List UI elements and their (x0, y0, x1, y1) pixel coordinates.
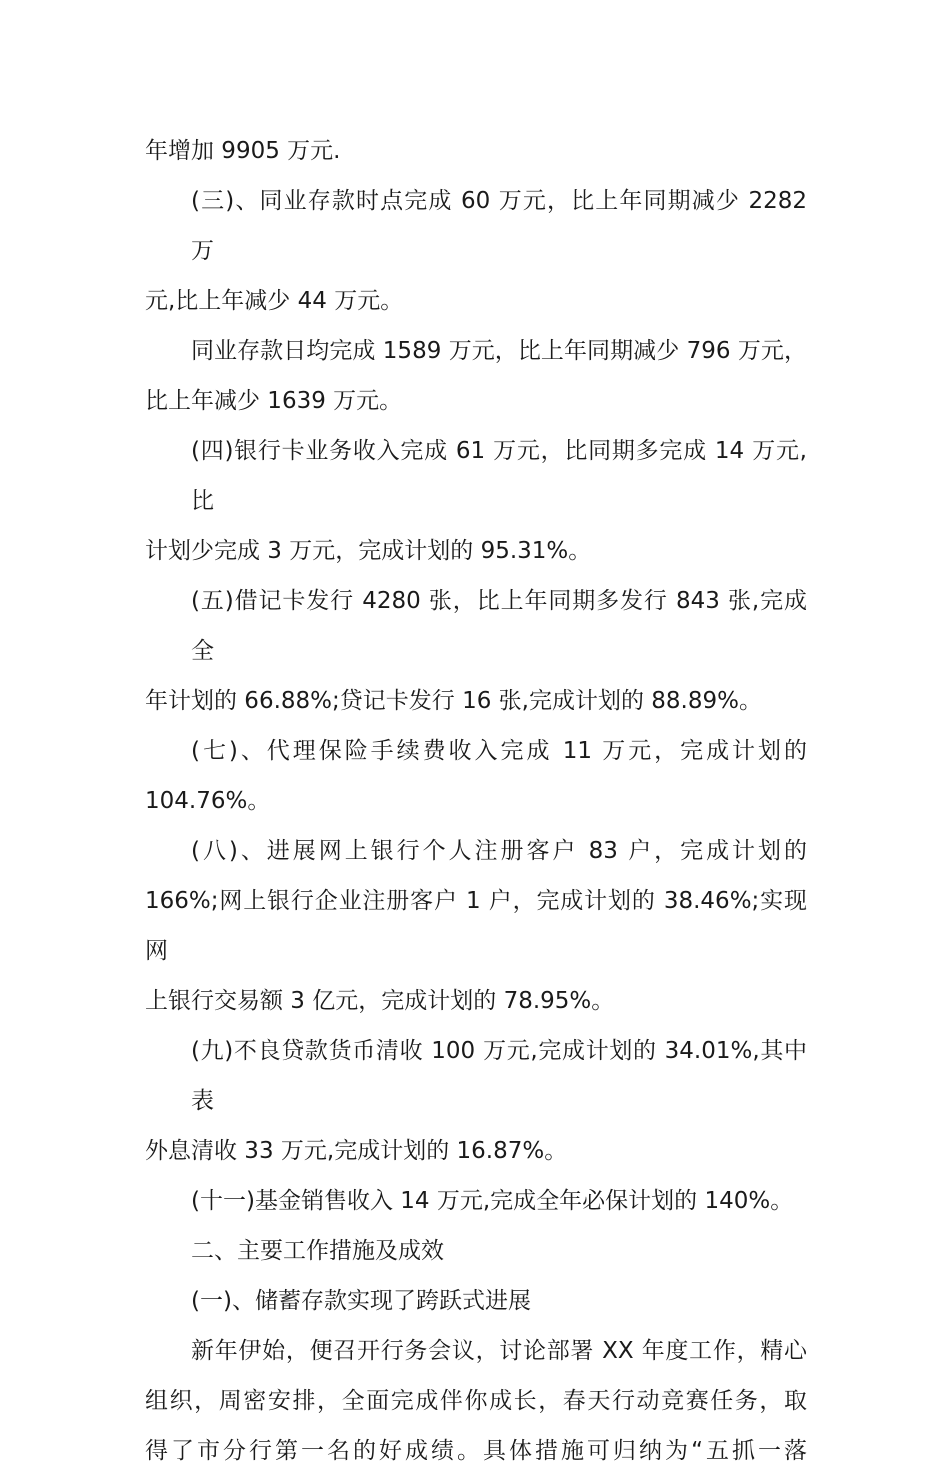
text-line: 新年伊始，便召开行务会议，讨论部署 XX 年度工作，精心 (191, 1338, 807, 1364)
text-line: (一)、储蓄存款实现了跨跃式进展 (191, 1288, 531, 1314)
text-line: 元,比上年减少 44 万元。 (145, 288, 404, 314)
text-line: 同业存款日均完成 1589 万元，比上年同期减少 796 万元， (191, 338, 807, 364)
text-line: 104.76%。 (145, 788, 271, 814)
text-line: 组织，周密安排，全面完成伴你成长，春天行动竞赛任务，取 (145, 1388, 807, 1414)
text-line: (三)、同业存款时点完成 60 万元，比上年同期减少 2282 万 (191, 188, 807, 264)
text-line: 166%;网上银行企业注册客户 1 户，完成计划的 38.46%;实现网 (145, 888, 807, 964)
text-line: 得了市分行第一名的好成绩。具体措施可归纳为“五抓一落 (145, 1438, 807, 1464)
text-line: 年计划的 66.88%;贷记卡发行 16 张,完成计划的 88.89%。 (145, 688, 762, 714)
text-line: (七)、代理保险手续费收入完成 11 万元，完成计划的 (191, 738, 807, 764)
text-line: (四)银行卡业务收入完成 61 万元，比同期多完成 14 万元,比 (191, 438, 807, 514)
text-line: 比上年减少 1639 万元。 (145, 388, 403, 414)
text-line: (十一)基金销售收入 14 万元,完成全年必保计划的 140%。 (191, 1188, 794, 1214)
text-line: (五)借记卡发行 4280 张，比上年同期多发行 843 张,完成全 (191, 588, 807, 664)
text-line: (八)、进展网上银行个人注册客户 83 户，完成计划的 (191, 838, 807, 864)
document-body (145, 126, 807, 1476)
text-line: 外息清收 33 万元,完成计划的 16.87%。 (145, 1138, 568, 1164)
text-line: 二、主要工作措施及成效 (191, 1238, 444, 1264)
text-line: 年增加 9905 万元. (145, 138, 341, 164)
text-line: 上银行交易额 3 亿元，完成计划的 78.95%。 (145, 988, 615, 1014)
text-line: (九)不良贷款货币清收 100 万元,完成计划的 34.01%,其中表 (191, 1038, 807, 1114)
text-line: 计划少完成 3 万元，完成计划的 95.31%。 (145, 538, 592, 564)
